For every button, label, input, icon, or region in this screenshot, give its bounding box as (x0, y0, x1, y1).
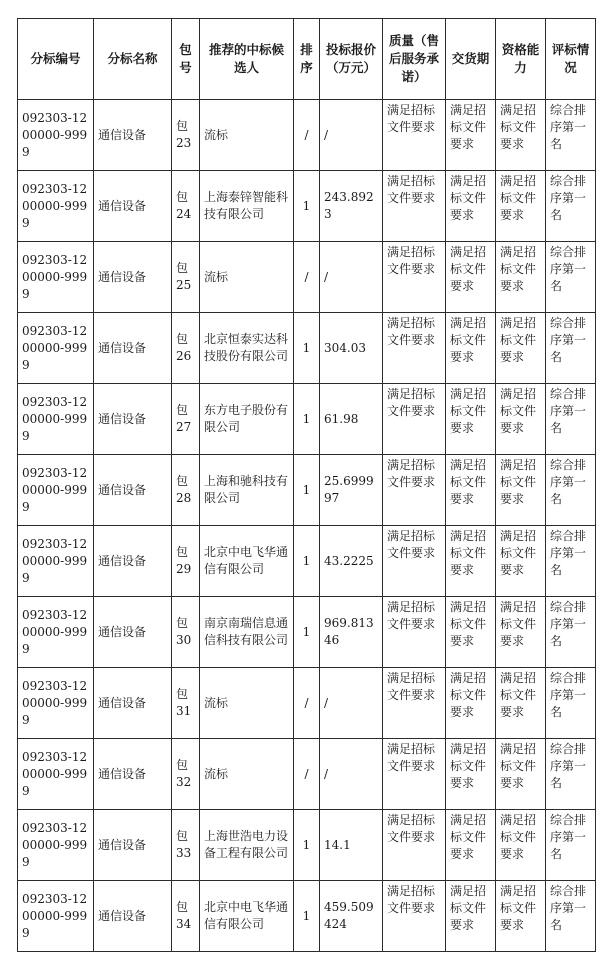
table-row (18, 313, 596, 384)
section-name-cell: 通信设备 (94, 171, 172, 242)
candidate-cell: 北京恒泰实达科技股份有限公司 (200, 313, 294, 384)
candidate-cell: 东方电子股份有限公司 (200, 384, 294, 455)
section-no-cell: 092303-1200000-9999 (18, 668, 94, 739)
table-row (18, 597, 596, 668)
evaluation-cell: 综合排序第一名 (546, 242, 596, 313)
delivery-cell: 满足招标文件要求 (446, 171, 496, 242)
package-cell: 包25 (172, 242, 200, 313)
section-name-cell: 通信设备 (94, 526, 172, 597)
evaluation-cell: 综合排序第一名 (546, 739, 596, 810)
candidate-cell: 上海和驰科技有限公司 (200, 455, 294, 526)
section-no-cell: 092303-1200000-9999 (18, 242, 94, 313)
price-cell: 459.509424 (320, 881, 383, 952)
qualification-cell: 满足招标文件要求 (496, 313, 546, 384)
delivery-cell: 满足招标文件要求 (446, 242, 496, 313)
package-cell: 包34 (172, 881, 200, 952)
candidate-cell: 流标 (200, 668, 294, 739)
price-cell: / (320, 739, 383, 810)
table-row (18, 384, 596, 455)
price-cell: 43.2225 (320, 526, 383, 597)
header-quality: 质量（售后服务承诺） (383, 19, 446, 100)
package-cell: 包33 (172, 810, 200, 881)
price-cell: 25.699997 (320, 455, 383, 526)
header-section-name: 分标名称 (94, 19, 172, 100)
header-delivery: 交货期 (446, 19, 496, 100)
evaluation-cell: 综合排序第一名 (546, 668, 596, 739)
section-no-cell: 092303-1200000-9999 (18, 739, 94, 810)
section-no-cell: 092303-1200000-9999 (18, 455, 94, 526)
evaluation-cell: 综合排序第一名 (546, 313, 596, 384)
evaluation-cell: 综合排序第一名 (546, 171, 596, 242)
section-no-cell: 092303-1200000-9999 (18, 384, 94, 455)
price-cell: 243.8923 (320, 171, 383, 242)
package-cell: 包27 (172, 384, 200, 455)
price-cell: / (320, 242, 383, 313)
rank-cell: 1 (294, 384, 320, 455)
section-no-cell: 092303-1200000-9999 (18, 597, 94, 668)
section-no-cell: 092303-1200000-9999 (18, 526, 94, 597)
section-name-cell: 通信设备 (94, 384, 172, 455)
header-package: 包号 (172, 19, 200, 100)
table-row (18, 668, 596, 739)
section-name-cell: 通信设备 (94, 810, 172, 881)
table-body (18, 100, 596, 952)
qualification-cell: 满足招标文件要求 (496, 810, 546, 881)
package-cell: 包31 (172, 668, 200, 739)
rank-cell: 1 (294, 526, 320, 597)
table-row (18, 455, 596, 526)
qualification-cell: 满足招标文件要求 (496, 668, 546, 739)
package-cell: 包28 (172, 455, 200, 526)
candidate-cell: 上海泰锌智能科技有限公司 (200, 171, 294, 242)
delivery-cell: 满足招标文件要求 (446, 881, 496, 952)
delivery-cell: 满足招标文件要求 (446, 526, 496, 597)
qualification-cell: 满足招标文件要求 (496, 171, 546, 242)
price-cell: 969.81346 (320, 597, 383, 668)
candidate-cell: 南京南瑞信息通信科技有限公司 (200, 597, 294, 668)
price-cell: / (320, 668, 383, 739)
section-name-cell: 通信设备 (94, 242, 172, 313)
rank-cell: / (294, 100, 320, 171)
rank-cell: 1 (294, 455, 320, 526)
quality-cell: 满足招标文件要求 (383, 668, 446, 739)
table-header-row (18, 19, 596, 100)
table-row (18, 526, 596, 597)
evaluation-cell: 综合排序第一名 (546, 100, 596, 171)
quality-cell: 满足招标文件要求 (383, 384, 446, 455)
table-row (18, 171, 596, 242)
qualification-cell: 满足招标文件要求 (496, 526, 546, 597)
quality-cell: 满足招标文件要求 (383, 881, 446, 952)
delivery-cell: 满足招标文件要求 (446, 455, 496, 526)
package-cell: 包29 (172, 526, 200, 597)
rank-cell: 1 (294, 171, 320, 242)
header-qualification: 资格能力 (496, 19, 546, 100)
package-cell: 包30 (172, 597, 200, 668)
header-candidate: 推荐的中标候选人 (200, 19, 294, 100)
quality-cell: 满足招标文件要求 (383, 526, 446, 597)
candidate-cell: 流标 (200, 739, 294, 810)
quality-cell: 满足招标文件要求 (383, 810, 446, 881)
package-cell: 包26 (172, 313, 200, 384)
table-row (18, 100, 596, 171)
quality-cell: 满足招标文件要求 (383, 242, 446, 313)
section-name-cell: 通信设备 (94, 739, 172, 810)
section-no-cell: 092303-1200000-9999 (18, 810, 94, 881)
rank-cell: 1 (294, 881, 320, 952)
section-no-cell: 092303-1200000-9999 (18, 313, 94, 384)
header-evaluation: 评标情况 (546, 19, 596, 100)
candidate-cell: 上海世浩电力设备工程有限公司 (200, 810, 294, 881)
price-cell: 14.1 (320, 810, 383, 881)
rank-cell: 1 (294, 810, 320, 881)
section-name-cell: 通信设备 (94, 668, 172, 739)
rank-cell: / (294, 242, 320, 313)
evaluation-cell: 综合排序第一名 (546, 526, 596, 597)
quality-cell: 满足招标文件要求 (383, 100, 446, 171)
table-row (18, 881, 596, 952)
section-name-cell: 通信设备 (94, 100, 172, 171)
rank-cell: 1 (294, 313, 320, 384)
quality-cell: 满足招标文件要求 (383, 171, 446, 242)
package-cell: 包23 (172, 100, 200, 171)
section-name-cell: 通信设备 (94, 597, 172, 668)
quality-cell: 满足招标文件要求 (383, 313, 446, 384)
rank-cell: 1 (294, 597, 320, 668)
candidate-cell: 流标 (200, 100, 294, 171)
package-cell: 包24 (172, 171, 200, 242)
section-name-cell: 通信设备 (94, 881, 172, 952)
rank-cell: / (294, 668, 320, 739)
delivery-cell: 满足招标文件要求 (446, 668, 496, 739)
quality-cell: 满足招标文件要求 (383, 597, 446, 668)
delivery-cell: 满足招标文件要求 (446, 810, 496, 881)
package-cell: 包32 (172, 739, 200, 810)
table-row (18, 242, 596, 313)
section-no-cell: 092303-1200000-9999 (18, 100, 94, 171)
delivery-cell: 满足招标文件要求 (446, 597, 496, 668)
evaluation-cell: 综合排序第一名 (546, 881, 596, 952)
bid-results-table (17, 18, 596, 952)
rank-cell: / (294, 739, 320, 810)
quality-cell: 满足招标文件要求 (383, 739, 446, 810)
evaluation-cell: 综合排序第一名 (546, 810, 596, 881)
qualification-cell: 满足招标文件要求 (496, 100, 546, 171)
qualification-cell: 满足招标文件要求 (496, 597, 546, 668)
header-section-no: 分标编号 (18, 19, 94, 100)
price-cell: 61.98 (320, 384, 383, 455)
section-no-cell: 092303-1200000-9999 (18, 171, 94, 242)
evaluation-cell: 综合排序第一名 (546, 384, 596, 455)
delivery-cell: 满足招标文件要求 (446, 100, 496, 171)
delivery-cell: 满足招标文件要求 (446, 313, 496, 384)
price-cell: 304.03 (320, 313, 383, 384)
qualification-cell: 满足招标文件要求 (496, 455, 546, 526)
header-price: 投标报价（万元） (320, 19, 383, 100)
quality-cell: 满足招标文件要求 (383, 455, 446, 526)
evaluation-cell: 综合排序第一名 (546, 455, 596, 526)
evaluation-cell: 综合排序第一名 (546, 597, 596, 668)
header-rank: 排序 (294, 19, 320, 100)
section-name-cell: 通信设备 (94, 455, 172, 526)
table-row (18, 810, 596, 881)
price-cell: / (320, 100, 383, 171)
candidate-cell: 北京中电飞华通信有限公司 (200, 526, 294, 597)
section-no-cell: 092303-1200000-9999 (18, 881, 94, 952)
qualification-cell: 满足招标文件要求 (496, 384, 546, 455)
qualification-cell: 满足招标文件要求 (496, 739, 546, 810)
delivery-cell: 满足招标文件要求 (446, 384, 496, 455)
section-name-cell: 通信设备 (94, 313, 172, 384)
qualification-cell: 满足招标文件要求 (496, 881, 546, 952)
qualification-cell: 满足招标文件要求 (496, 242, 546, 313)
candidate-cell: 流标 (200, 242, 294, 313)
delivery-cell: 满足招标文件要求 (446, 739, 496, 810)
table-row (18, 739, 596, 810)
candidate-cell: 北京中电飞华通信有限公司 (200, 881, 294, 952)
